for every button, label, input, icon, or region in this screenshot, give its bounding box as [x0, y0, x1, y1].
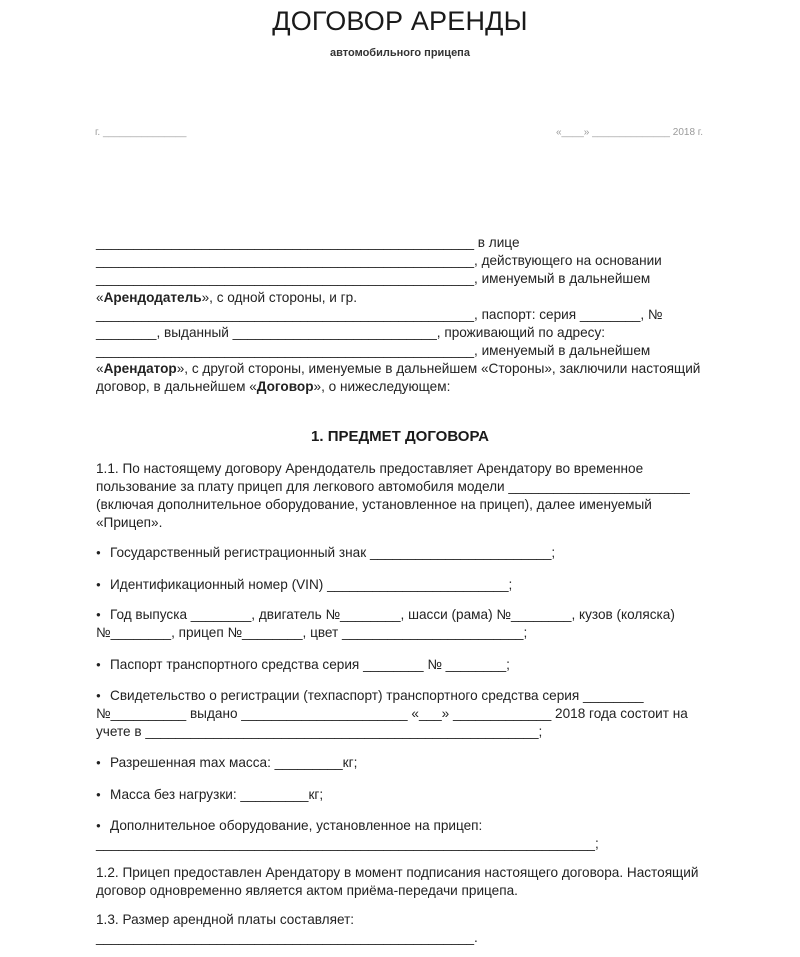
- parties-line: договор, в дальнейшем «Договор», о нижеследующем:: [96, 379, 451, 394]
- document-title: ДОГОВОР АРЕНДЫ: [272, 6, 528, 36]
- item-vin: Идентификационный номер (VIN) ________________________;: [110, 577, 513, 592]
- date-field: «____» ______________ 2018 г.: [555, 127, 703, 138]
- item-year: Год выпуска ________, двигатель №________, шасси (рама) №________, кузов (коляска): [110, 607, 675, 622]
- clause-1-3-line: __________________________________________________.: [96, 930, 478, 945]
- clause-1-1-line: (включая дополнительное оборудование, установленное на прицеп), далее именуемый: [96, 497, 652, 512]
- place-field: г. _______________: [95, 127, 187, 138]
- clause-1-3: 1.3. Размер арендной платы составляет:: [96, 912, 355, 927]
- item-cert: Свидетельство о регистрации (техпаспорт) транспортного средства серия ________: [110, 688, 644, 703]
- item-cert-cont: учете в ____________________________________________________;: [96, 724, 543, 739]
- parties-line: __________________________________________________ в лице: [96, 235, 520, 250]
- bullet-icon: ●: [96, 580, 101, 589]
- clause-1-1-line: пользование за плату прицеп для легкового автомобиля модели ________________________: [96, 479, 690, 494]
- clause-1-1-line: «Прицеп».: [96, 515, 163, 530]
- item-cert-cont: №__________ выдано ______________________ «___» _____________ 2018 года состоит на: [96, 706, 688, 721]
- parties-line: __________________________________________________, действующего на основании: [96, 253, 662, 268]
- parties-line: «Арендодатель», с одной стороны, и гр.: [96, 290, 357, 305]
- parties-line: __________________________________________________, именуемый в дальнейшем: [96, 271, 651, 286]
- bullet-icon: ●: [96, 790, 101, 799]
- clause-1-1-line: 1.1. По настоящему договору Арендодатель предоставляет Арендатору во временное: [96, 461, 644, 476]
- bullet-icon: ●: [96, 821, 101, 830]
- item-year-cont: №________, прицеп №________, цвет ________________________;: [96, 625, 528, 640]
- item-max-mass: Разрешенная max масса: _________кг;: [110, 755, 358, 770]
- document-subtitle: автомобильного прицепа: [330, 47, 470, 59]
- item-equipment-cont: __________________________________________________________________;: [96, 836, 599, 851]
- item-reg-sign: Государственный регистрационный знак ________________________;: [110, 545, 556, 560]
- parties-line: «Арендатор», с другой стороны, именуемые в дальнейшем «Стороны», заключили настоящий: [96, 361, 701, 376]
- parties-line: ________, выданный ___________________________, проживающий по адресу:: [96, 325, 606, 340]
- parties-line: __________________________________________________, именуемый в дальнейшем: [96, 343, 651, 358]
- contract-term: Договор: [256, 379, 314, 394]
- item-empty-mass: Масса без нагрузки: _________кг;: [110, 787, 324, 802]
- item-pts: Паспорт транспортного средства серия ________ № ________;: [110, 657, 510, 672]
- bullet-icon: ●: [96, 548, 101, 557]
- clause-1-2-line: договор одновременно является актом приёма-передачи прицепа.: [96, 883, 518, 898]
- parties-line: __________________________________________________, паспорт: серия ________, №: [96, 307, 663, 322]
- bullet-icon: ●: [96, 758, 101, 767]
- section-heading: 1. ПРЕДМЕТ ДОГОВОРА: [311, 428, 489, 445]
- bullet-icon: ●: [96, 610, 101, 619]
- landlord-term: Арендодатель: [103, 290, 202, 305]
- tenant-term: Арендатор: [103, 361, 177, 376]
- bullet-icon: ●: [96, 660, 101, 669]
- bullet-icon: ●: [96, 691, 101, 700]
- clause-1-2-line: 1.2. Прицеп предоставлен Арендатору в момент подписания настоящего договора. Настоящий: [96, 865, 699, 880]
- item-equipment: Дополнительное оборудование, установленное на прицеп:: [110, 818, 483, 833]
